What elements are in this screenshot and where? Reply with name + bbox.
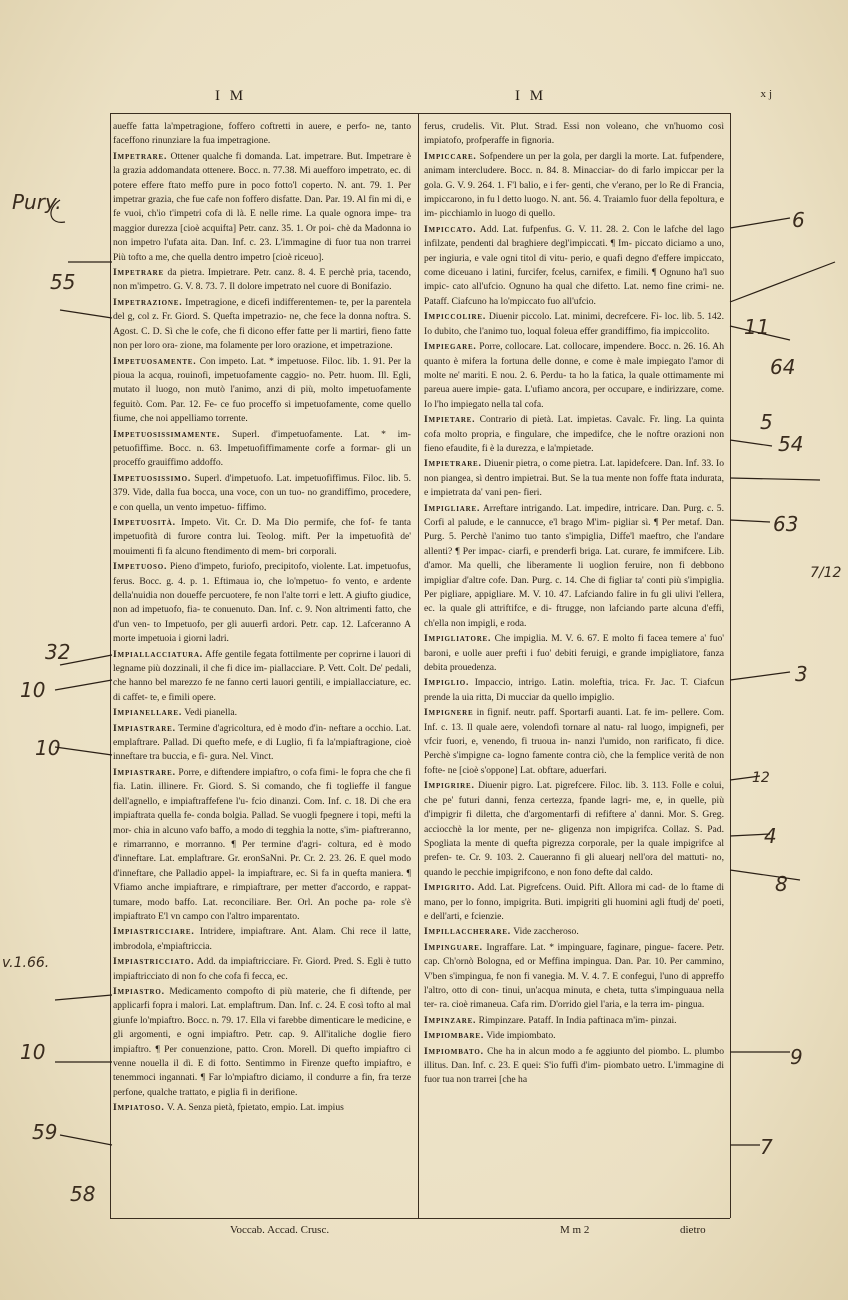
dictionary-entry — [113, 1101, 411, 1115]
margin-number: 6 — [792, 208, 805, 232]
column-divider — [418, 113, 419, 1218]
entry-text: Intridere, impiaftrare. Ant. Alam. Chi rece il latte, imbrodola, e'mpiaftriccia. — [113, 926, 411, 952]
entry-headword: Impiastrare. — [113, 766, 176, 778]
dictionary-entry — [113, 516, 411, 559]
entry-text: in fignif. neutr. paff. Sportarfi auanti. Lat. fe im- pellere. Com. Inf. c. 13. Il quale aere, volendofi tornare al natu- ral luogo, impignefi, per vfcir fuori, e, venendo, fi truoua in- nanzi l'umido, non rarificato, fi dice. Perchè s'impigne ca- logno famente contra ciò, che la femplice verità de non fofte- ne [cioè s'oppone] Lat. obftare, aduerfari. — [424, 707, 724, 776]
entry-headword: Impetuoso. — [113, 561, 168, 573]
dictionary-entry — [424, 632, 724, 675]
entry-headword: Impigliare. — [424, 502, 481, 514]
dictionary-entry — [424, 925, 724, 939]
left-column — [113, 120, 411, 1220]
entry-text: Che ha in alcun modo a fe aggiunto del piombo. L. plumbo illitus. Dan. Inf. c. 23. E quei: S'io fuffi d'im- piombato uetro. L'immagine di fuor tua non trarrei [che ha — [424, 1045, 724, 1086]
margin-number: 64 — [770, 355, 796, 379]
entry-headword: Impietare. — [424, 414, 476, 426]
entry-text: Pieno d'impeto, furiofo, precipitofo, violente. Lat. impetuofus, ferus. Bocc. g. 4. p. 1. Eftimaua io, che lo'mpetuo- fo vento, e ardente della'nuidia non doueffe percuotere, fe non l'alte torri e lett. A giufto giudice, non ad impetuofo, fia- te conuenuto. Dan. Inf. c. 9. Non altrimenti fatto, che d'un ven- to Impetuofo, per gli auuerfi ardori. Petr. cap. 12. Lafceranno A morte impetuoia i giorni ladri. — [113, 561, 411, 645]
pencil-mark — [60, 310, 112, 318]
pencil-mark — [730, 440, 772, 446]
dictionary-entry — [424, 413, 724, 456]
entry-headword: Impigrire. — [424, 780, 475, 792]
dictionary-entry — [113, 955, 411, 984]
dictionary-entry — [113, 266, 411, 295]
dictionary-entry — [113, 428, 411, 471]
dictionary-entry — [424, 502, 724, 632]
margin-number: 7 — [760, 1135, 773, 1159]
running-head — [115, 88, 775, 110]
margin-number: 32 — [45, 640, 71, 664]
entry-headword: Impignere — [424, 707, 474, 719]
margin-number: 12 — [752, 770, 770, 786]
entry-headword: Impianellare. — [113, 707, 183, 719]
dictionary-entry — [113, 120, 411, 149]
margin-number: 59 — [32, 1120, 58, 1144]
pencil-mark — [730, 478, 820, 480]
entry-text: Che impiglia. M. V. 6. 67. E molto fi facea temere a' fuo' baroni, e uolle auer prefti i fuo' debiti feruigi, e grande impigliatore, fanza debita prouedenza. — [424, 633, 724, 674]
entry-headword: Impetuosissimo. — [113, 472, 192, 484]
entry-headword: Impiatoso. — [113, 1102, 165, 1114]
entry-text: Vedi pianella. — [184, 707, 238, 719]
dictionary-entry — [113, 722, 411, 765]
dictionary-entry — [113, 706, 411, 720]
dictionary-entry — [113, 355, 411, 427]
margin-number: 3 — [795, 662, 808, 686]
running-head-right: I M — [515, 88, 547, 104]
entry-text: Add. Lat. Pigrefcens. Ouid. Pift. Allora mi cad- de lo ftame di mano, per lo fonno, impigrita. Buti. impigriti gli huomini agli ftudj de' poeti, e dell'arti, e fcienzie. — [424, 882, 724, 922]
pencil-mark — [60, 1135, 112, 1145]
dictionary-entry — [113, 150, 411, 265]
margin-number: v.1.66. — [2, 955, 50, 971]
margin-number: 4 — [764, 824, 777, 848]
entry-text: Ottener qualche fi domanda. Lat. impetrare. But. Impetrare è la grazia addomandata ottenere. Bocc. n. 77.38. Mi auefforo impetrato, ec. di potere effere ftato meffo pure in poco fotto'l coperto. N. ant. 79. 1. Per impetrar grazia, che fue cafe non foffero disfatte. Dan. Par. 19. Al fin mi di, e fe vuoi, ch'io t'impetri cofa di là. E nelle rime. La quale ognora impe- tra maggior durezza [cioè acquifta] Petr. canz. 35. 1. Or poi- chè da Madonna io non impetro l'ufata aita. Dan. Inf. c. 23. L'immagine di fuor tua non trarrei Più tofto a me, che quella dentro impetro [cioè riceuo]. — [113, 150, 411, 263]
right-column — [424, 120, 724, 1220]
entry-text: Impetragione, e dicefi indifferentemen- te, per la parentela del g, col z. Fr. Giord. S. Quefta impetrazio- ne, che fece la donna noftra. S. Agost. C. D. Sì che le cofe, che fi dicono effer fatte per li martiri, fieno fatte non per loro ora- zione, ma folamente per loro orazione, et impetrazione. — [113, 296, 411, 352]
dictionary-entry — [424, 340, 724, 412]
entry-text: Porre, e diftendere impiaftro, o cofa fimi- le fopra che che fi fia. Latin. illinere. Fr. Giord. S. Si comando, che fi toglieffe il fangue dell'agnello, e impiaftraffefene l'u- fcio dinanzi. Com. Inf. c. 18. Di che era impiaftrata quella fe- conda bolgia. Pallad. Se vuogli fpegnere i topi, mefti la mor- chia in alcuno vafo baffo, a modo di tegghia la notte, s'im- piaftreranno, e rimarranno, e morranno. ¶ Per termine d'agri- coltura, ed è modo d'inneftare. Lat. emplaftrare. Gr. eronSaNni. Pr. Cr. 2. 23. 26. E quel modo d'inneftare, che Palladio appel- la impiaftrare, ec. Si fa in quefta maniera. ¶ Vfiamo anche impiaftrare, e rimpiaftrare, per metter d'accordo, e rappat- tumare, modo baffo. Lat. reconciliare. Ber. Orl. An poche pa- role s'è impiaftrato E'l vn campo con l'altro imparentato. — [113, 766, 411, 922]
entry-text: Superl. d'impetuofamente. Lat. * im- petuofiffime. Bocc. n. 63. Impetuofiffimamente corfe a formar- gli un proceffo grauiffimo addoffo. — [113, 428, 411, 469]
margin-number: 58 — [70, 1182, 96, 1206]
pencil-mark — [55, 680, 112, 690]
entry-headword: Impiegare. — [424, 341, 477, 353]
margin-number: 5 — [760, 410, 773, 434]
entry-text: Add. Lat. fufpenfus. G. V. 11. 28. 2. Con le lafche del lago infilzate, pendenti dal braghiere degl'impiccati. ¶ Im- piccato diciamo a uno, per ingiuria, e vale ogni titol di vitu- perio, e quafi degno d'effere impiccato, come diceuano i latini, furcifer, fcelus, carnifex, e fimili. ¶ Ognuno ha'l suo impic- cato all'ufcio. Ognuno ha qual che difetto. Lat. nemo fine crimi- ne. Pataff. Ciafcuno ha lo'mpiccato fuo all'ufcio. — [424, 223, 724, 307]
dictionary-entry — [424, 779, 724, 880]
entry-headword: Impigrito. — [424, 882, 475, 894]
margin-name-note: Pury. — [12, 190, 62, 214]
dictionary-entry — [424, 1029, 724, 1043]
catchword: Voccab. Accad. Crusc. — [230, 1224, 330, 1236]
entry-text: Add. da impiaftricciare. Fr. Giord. Pred. S. Egli è tutto impiaftricciato di non fo che cofa fi fecca, ec. — [113, 956, 411, 982]
entry-text: Impeto. Vit. Cr. D. Ma Dio permife, che fof- fe tanta impetuofità di furore contra lui. Teolog. mift. Per la impetuofità de' mouimenti fi fa alcuno ftendimento di mem- bri corporali. — [113, 516, 411, 557]
entry-text: Impaccio, intrigo. Latin. moleftia, trica. Fr. Jac. T. Ciafcun prende la uia ritta, Di mucciar da quello impiglio. — [424, 677, 724, 703]
pencil-mark — [55, 747, 112, 755]
entry-text: Superl. d'impetuofo. Lat. impetuofiffimus. Filoc. lib. 5. 379. Vide, dalla fua bocca, una voce, con un tuo- no grandiffimo, procedere, e con quella, un vento impetuo- fiffimo. — [113, 472, 411, 513]
dictionary-entry — [113, 766, 411, 924]
entry-text: Con impeto. Lat. * impetuose. Filoc. lib. 1. 91. Per la pioua la acqua, rouinofi, impetuofamente caggio- no. Petr. huom. Ill. Egli, mutato il luogo, non mutò l'animo, anzi di più, molto impetuofamente feguitò. Com. Par. 12. Fe- ce fuo proceffo sì impetuofamente, come quello fiume, che noi appelliamo torrente. — [113, 355, 411, 425]
entry-text: Sofpendere un per la gola, per dargli la morte. Lat. fufpendere, animam intercludere. Bocc. n. 84. 8. Minacciar- do di farlo impiccar per la gola. G. V. 9. 264. 1. F'l balio, e i fer- genti, che v'erano, per lo Re di Francia, impiccarono, in fu l detto luogo. N. ant. 56. 4. Traiamlo fuor della fepoltura, e im- picchiamlo in luogo di quello. — [424, 150, 724, 220]
entry-headword: Impiccare. — [424, 150, 477, 162]
entry-headword: Impiallacciatura. — [113, 648, 203, 660]
dictionary-entry — [424, 1014, 724, 1028]
pencil-mark — [730, 672, 790, 680]
entry-headword: Impiglio. — [424, 677, 470, 689]
dictionary-entry — [113, 296, 411, 354]
margin-number: 11 — [744, 315, 770, 339]
dictionary-entry — [113, 560, 411, 646]
entry-text: Ingraffare. Lat. * impinguare, faginare, pingue- facere. Petr. cap. Ch'ornò Bologna, ed or Meffina impingua. Dan. Par. 10. Per cammino, V'ben s'impingua, fe non fi vanegia. M. V. 4. 7. E confegui, l'uno di appreffo l'altro, otto di con- tinui, un'acqua minuta, e cheta, tutta s'impinguaua nella ter- ra. cioè rimaneua. Cafa rim. D'orrido giel l'aria, e la terra im- pingua. — [424, 941, 724, 1011]
dictionary-entry — [424, 1045, 724, 1088]
dictionary-entry — [113, 925, 411, 954]
entry-headword: Impiastricciato. — [113, 956, 195, 968]
entry-headword: Impietrare. — [424, 458, 482, 470]
entry-headword: Impetrare. — [113, 150, 168, 162]
next-word: dietro — [680, 1224, 706, 1236]
entry-text: Porre, collocare. Lat. collocare, impendere. Bocc. n. 26. 16. Ah quanto è mifera la fortuna delle donne, e come è male impiegato l'amor di molte ne' mariti. E nou. 2. 6. Perdu- ta ho la fatica, la quale ottimamente mi pareua auere impie- gata. L'ufiamo ancora, per occupare, e indirizzare, come. Io l'ho impiegato nella tal cofa. — [424, 341, 724, 410]
entry-text: Medicamento compofto di più materie, che fi diftende, per applicarfi fopra i malori. Lat. emplaftrum. Dan. Inf. c. 24. E così tofto al mal giunfe lo'mpiaftro. Bocc. n. 79. 17. Ella vi farebbe dimenticare le medicine, e gli argomenti, e ogni impiaftro. Petr. cap. 9. All'italiche doglie fiero impiaftro. ¶ Per conuenzione, patto. Cron. Morell. Di quefto impiaftro ci venne nouella il dì. E di fotto. Sentimmo in Firenze quefto impiaftro, e tenemmoci ingannati. ¶ Far lo'mpiaftro diciamo, il condurre a fin, fra terze perfone, qualche trattato, e piglia fi in derifione. — [113, 985, 411, 1098]
dictionary-entry — [424, 941, 724, 1013]
entry-text: Diuenir pigro. Lat. pigrefcere. Filoc. lib. 3. 113. Folle e colui, che pe' futuri danni, fenza certezza, fpande lagri- me, e, in quelle, più d'impigrir fi diletta, che d'argomentarfi di refiftere a' danni. Mor. S. Greg. acciocchè la lor mente, per ne- gligenza non impigrifca. Collaz. S. Pad. Spogliata la mente di quefta pigrezza corporale, per la quale impigrifce al prefen- te. Cr. 9. 103. 2. Caueranno fi gli aluearj nell'ora del mattuti- no, quando le pecchie impigrifcono, e non fono defte dal caldo. — [424, 780, 724, 878]
entry-text: Contrario di pietà. Lat. impietas. Cavalc. Fr. ling. La quinta cofa molto propria, e fingulare, che impedifce, che le noftre orazioni non fieno efaudite, fi è la durezza, e la'mpietade. — [424, 414, 724, 454]
dictionary-entry — [424, 676, 724, 705]
margin-number: 10 — [20, 678, 46, 702]
entry-text: da pietra. Impietrare. Petr. canz. 8. 4. E perchè pria, tacendo, non m'impetro. G. V. 8. 73. 7. Il dolore impetrato nel cuore di Bonifazio. — [113, 267, 411, 293]
entry-headword: Impetrazione. — [113, 296, 183, 308]
entry-text: ferus, crudelis. Vit. Plut. Strad. Essi non voleano, che vn'huomo così impiatofo, profperaffe in fignoria. — [424, 121, 724, 147]
dictionary-entry — [424, 310, 724, 339]
entry-text: Rimpinzare. Pataff. In India paftinaca m'im- pinzai. — [478, 1014, 677, 1026]
entry-text: Termine d'agricoltura, ed è modo d'in- neftare a occhio. Lat. emplaftrare. Pallad. Di quefto mefe, e di Luglio, fi fa la'mpiaftragione, cioè inneftare tra buccia, e fi- gura. Nel. Vinct. — [113, 722, 411, 763]
entry-headword: Impinzare. — [424, 1014, 477, 1026]
entry-headword: Impiastricciare. — [113, 926, 195, 938]
entry-text: Diuenir piccolo. Lat. minimi, decrefcere. Fi- loc. lib. 5. 142. Io dubito, che l'animo tuo, loqual foleua effer grandiffimo, fia impiccolito. — [424, 311, 724, 337]
pencil-mark — [55, 995, 112, 1000]
entry-headword: Impiombare. — [424, 1030, 485, 1042]
right-frame-rule — [730, 113, 731, 1218]
entry-headword: Impetrare — [113, 267, 164, 279]
dictionary-entry — [424, 223, 724, 309]
entry-headword: Impiombato. — [424, 1045, 484, 1057]
dictionary-entry — [424, 706, 724, 778]
margin-number: 63 — [773, 512, 799, 536]
pencil-mark — [730, 520, 770, 522]
entry-headword: Impillaccherare. — [424, 926, 511, 938]
margin-number: 9 — [790, 1045, 803, 1069]
entry-text: Vide impiombato. — [486, 1030, 556, 1042]
margin-number: 10 — [20, 1040, 46, 1064]
running-head-left: I M — [215, 88, 247, 104]
entry-headword: Impiastro. — [113, 985, 165, 997]
entry-text: Diuenir pietra, o come pietra. Lat. lapidefcere. Dan. Inf. 33. Io non piangea, sì dentro impietrai. But. Se la tua mente non foffe ftata indurata, e impietrata da' vani pen- fieri. — [424, 458, 724, 499]
entry-headword: Impetuosità. — [113, 516, 176, 528]
entry-text: V. A. Senza pietà, fpietato, empio. Lat. impius — [166, 1102, 344, 1114]
entry-headword: Impiastrare. — [113, 722, 176, 734]
dictionary-entry — [424, 881, 724, 924]
margin-number: 8 — [775, 872, 788, 896]
entry-headword: Impiccolire. — [424, 311, 487, 323]
entry-headword: Impigliatore. — [424, 633, 492, 645]
entry-headword: Impetuosamente. — [113, 355, 197, 367]
dictionary-entry — [113, 648, 411, 706]
dictionary-entry — [424, 457, 724, 500]
folio-number: xj — [760, 88, 775, 100]
pencil-mark — [730, 262, 835, 302]
entry-text: Arreftare intrigando. Lat. impedire, intricare. Dan. Purg. c. 5. Corfi al palude, e le cannucce, e'l brago M'im- pigliar sì. ¶ Per metaf. Dan. Purg. 5. Perchè l'animo tuo tanto s'impiglia, Diffe'l maeftro, che l'andare allenti? ¶ Per impac- ciarfi, e prenderfi briga. Lat. curare, fe immifcere. Lib. d'amor. Ma quelli, che liberamente li uoglion feruire, non fi debbono impigliar d'altre cofe. Dan. Purg. c. 14. Che di figliar ta' conti più s'impiglia. Per pigliare, appigliare. M. V. 10. 47. Lafciando falire in fu gli ulivi l'ellera, ec. la quale gli attriftifce, e di- ftrugge, non lafciando parte alcuna d'effi, ch'ella non impigli, e roda. — [424, 502, 724, 629]
margin-number: 55 — [50, 270, 76, 294]
header-rule — [110, 113, 730, 114]
dictionary-entry — [424, 120, 724, 149]
entry-headword: Impiccato. — [424, 223, 477, 235]
entry-text: Affe gentile fegata fottilmente per coprirne i lauori di legname più dozzinali, il che fi dice im- piallacciare. P. Vett. Colt. De' pedali, che hanno bel marezzo fe ne fanno certi lauori gentili, e impiallacciature, ec. di caffet- te, e fimili opere. — [113, 648, 411, 703]
dictionary-entry — [113, 472, 411, 515]
dictionary-entry — [113, 985, 411, 1100]
signature-mark: M m 2 — [560, 1224, 590, 1236]
margin-number: 10 — [35, 736, 61, 760]
pencil-mark — [730, 870, 800, 880]
entry-text: Vide zaccheroso. — [513, 926, 579, 938]
pencil-mark — [730, 218, 790, 228]
margin-number: 7/12 — [810, 565, 842, 581]
dictionary-entry — [424, 150, 724, 222]
margin-number: 54 — [778, 432, 804, 456]
entry-headword: Impinguare. — [424, 941, 483, 953]
left-frame-rule — [110, 113, 111, 1218]
entry-headword: Impetuosissimamente. — [113, 428, 221, 440]
entry-text: aueffe fatta la'mpetragione, foffero coftretti in auere, e perfo- ne, tanto faceffono rinunziare la fua impetragione. — [113, 121, 411, 147]
